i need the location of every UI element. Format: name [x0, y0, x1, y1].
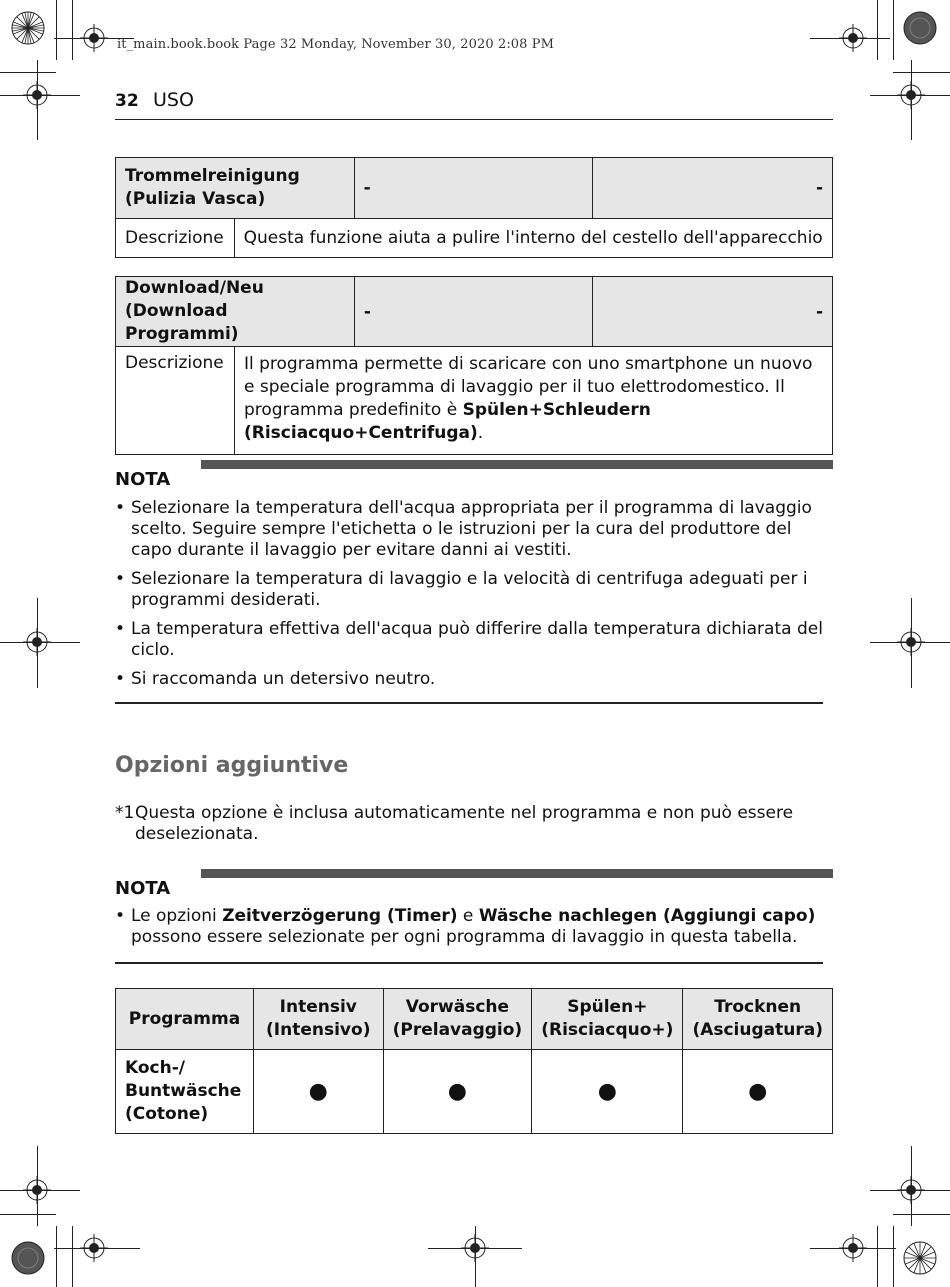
- list-item: [115, 569, 827, 611]
- program-line: Koch-/: [125, 1058, 185, 1078]
- note-text: Si raccomanda un detersivo neutro.: [131, 669, 436, 689]
- trim-line: [0, 95, 80, 96]
- trim-line: [893, 0, 894, 60]
- note-title: NOTA: [115, 469, 171, 490]
- trim-line: [0, 642, 80, 643]
- trim-line: [877, 0, 878, 60]
- header-line: (Intensivo): [266, 1020, 371, 1040]
- options-table: [115, 988, 833, 1134]
- note-text: La temperatura effettiva dell'acqua può differire dalla temperatura dichiarata del ciclo.: [131, 619, 823, 660]
- trim-line: [893, 1214, 950, 1215]
- header-cell-prewash: [383, 989, 532, 1050]
- header-line: Intensiv: [279, 997, 357, 1017]
- table-cell: -: [593, 158, 833, 219]
- note-list: [115, 906, 827, 956]
- table-row: [116, 158, 833, 219]
- trim-line: [870, 642, 950, 643]
- trim-line: [56, 1226, 57, 1287]
- description-label: Descrizione: [116, 219, 235, 258]
- note-text: Selezionare la temperatura di lavaggio e la velocità di centrifuga adeguati per i programmi desiderati.: [131, 569, 808, 610]
- list-item: [115, 906, 827, 948]
- bullet: •: [115, 569, 126, 589]
- file-info: it_main.book.book Page 32 Monday, November 30, 2020 2:08 PM: [117, 37, 555, 52]
- header-line: Trocknen: [714, 997, 802, 1017]
- footnote-text: Questa opzione è inclusa automaticamente nel programma e non può essere deselezionata.: [135, 803, 794, 844]
- table-cell: -: [354, 158, 593, 219]
- footnote-label: *1: [115, 803, 135, 823]
- trim-line: [54, 1248, 140, 1249]
- trim-line: [911, 598, 912, 688]
- available-dot-icon: ●: [447, 1079, 467, 1104]
- bullet: •: [115, 669, 126, 689]
- note-rule: [115, 962, 823, 964]
- note-rule: [115, 702, 823, 704]
- trim-line: [37, 60, 38, 140]
- table-cell: [253, 1050, 383, 1134]
- bullet: •: [115, 619, 126, 639]
- table-row: [116, 277, 833, 347]
- bullet: •: [115, 906, 126, 926]
- page-number: 32: [115, 91, 139, 111]
- header-cell-drying: [683, 989, 833, 1050]
- description-text: Il programma permette di scaricare con uno smartphone un nuovo e speciale programma di lavaggio per il tuo elettrodomestico. Il programma predefinito è: [243, 354, 813, 420]
- program-table-download: [115, 276, 833, 455]
- trim-line: [810, 1248, 896, 1249]
- program-name-cell: [116, 158, 355, 219]
- header-cell-rinse: [532, 989, 683, 1050]
- trim-line: [870, 95, 950, 96]
- list-item: [115, 619, 827, 661]
- trim-line: [56, 0, 57, 60]
- note-title: NOTA: [115, 878, 171, 899]
- header-line: (Prelavaggio): [392, 1020, 523, 1040]
- header-cell-intensive: [253, 989, 383, 1050]
- trim-line: [893, 1226, 894, 1287]
- bullet: •: [115, 498, 126, 518]
- note-text: Selezionare la temperatura dell'acqua appropriata per il programma di lavaggio scelto. Seguire sempre l'etichetta o le istruzioni per la cura del produttore del capo durante il lavaggio per evitare danni ai vestiti.: [131, 498, 812, 560]
- program-name-cell: [116, 277, 355, 347]
- trim-line: [893, 72, 950, 73]
- description-text: Questa funzione aiuta a pulire l'interno del cestello dell'apparecchio: [234, 219, 832, 258]
- page-header: [115, 90, 833, 120]
- trim-line: [870, 1190, 950, 1191]
- program-line: Buntwäsche: [125, 1081, 242, 1101]
- list-item: [115, 669, 827, 690]
- table-header-row: [116, 989, 833, 1050]
- header-line: Vorwäsche: [405, 997, 510, 1017]
- available-dot-icon: ●: [597, 1079, 617, 1104]
- note-box: [115, 460, 833, 706]
- section-heading: Opzioni aggiuntive: [115, 753, 349, 778]
- registration-sunburst-icon: [902, 1240, 938, 1276]
- trim-line: [0, 72, 56, 73]
- table-row: [116, 219, 833, 258]
- program-table-drum-clean: [115, 157, 833, 258]
- trim-line: [37, 598, 38, 688]
- header-line: (Risciacquo+): [541, 1020, 674, 1040]
- registration-disc-icon: [10, 1240, 46, 1276]
- program-line: (Cotone): [125, 1104, 209, 1124]
- table-cell: [683, 1050, 833, 1134]
- note-text: Le opzioni: [131, 906, 223, 926]
- description-bold: Spülen+Schleudern (Risciacquo+Centrifuga): [243, 400, 651, 443]
- trim-line: [0, 1190, 80, 1191]
- trim-line: [475, 1226, 476, 1287]
- trim-line: [72, 1226, 73, 1287]
- table-row: [116, 1050, 833, 1134]
- table-cell: [532, 1050, 683, 1134]
- footnote: [115, 803, 827, 845]
- program-name: Trommelreinigung: [125, 166, 300, 186]
- note-bar: [201, 460, 833, 469]
- trim-line: [72, 0, 73, 60]
- trim-line: [810, 38, 890, 39]
- option-timer: Zeitverzögerung (Timer): [222, 906, 458, 926]
- note-text: possono essere selezionate per ogni programma di lavaggio in questa tabella.: [131, 927, 798, 947]
- trim-line: [911, 60, 912, 140]
- program-name: Download/Neu: [125, 278, 264, 298]
- registration-disc-icon: [902, 10, 938, 46]
- description-text: .: [477, 423, 484, 443]
- header-line: (Asciugatura): [692, 1020, 823, 1040]
- table-cell: -: [593, 277, 833, 347]
- list-item: [115, 498, 827, 561]
- description-label: Descrizione: [116, 347, 235, 455]
- program-name-it: (Download Programmi): [125, 301, 239, 344]
- section-title: USO: [153, 89, 194, 111]
- table-row: [116, 347, 833, 455]
- header-line: Programma: [128, 1008, 241, 1029]
- note-list: [115, 498, 827, 698]
- trim-line: [0, 1214, 56, 1215]
- trim-line: [877, 1226, 878, 1287]
- header-cell-program: [116, 989, 254, 1050]
- description-cell: [234, 347, 832, 455]
- option-add-garment: Wäsche nachlegen (Aggiungi capo): [478, 906, 816, 926]
- available-dot-icon: ●: [308, 1079, 328, 1104]
- available-dot-icon: ●: [748, 1079, 768, 1104]
- note-bar: [201, 869, 833, 878]
- note-box: [115, 869, 833, 965]
- table-cell: -: [354, 277, 593, 347]
- program-cell-cotton: [116, 1050, 254, 1134]
- header-line: Spülen+: [567, 997, 648, 1017]
- table-cell: [383, 1050, 532, 1134]
- registration-sunburst-icon: [10, 10, 46, 46]
- program-name-it: (Pulizia Vasca): [125, 189, 266, 209]
- note-text: e: [457, 906, 479, 926]
